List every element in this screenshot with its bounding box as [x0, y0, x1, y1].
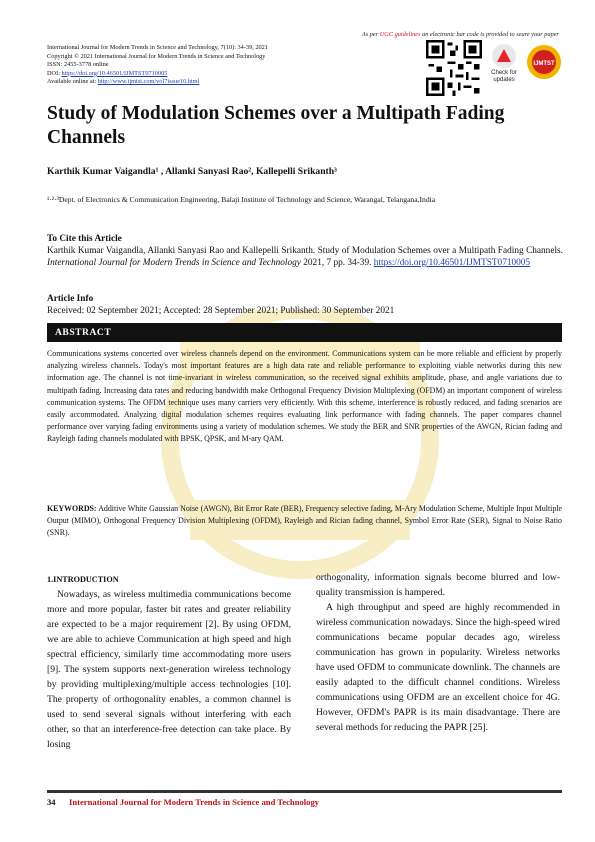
check-for-updates-button[interactable]: Check for updates: [486, 44, 522, 83]
abstract-heading-bar: ABSTRACT: [47, 323, 562, 342]
paper-title: Study of Modulation Schemes over a Multipath Fading Channels: [47, 103, 505, 148]
doi-link[interactable]: https://doi.org/10.46501/IJMTST0710005: [61, 69, 168, 77]
svg-text:IJMTST: IJMTST: [533, 61, 555, 67]
footer-rule: [47, 790, 562, 793]
footer-journal-name: International Journal for Modern Trends in Science and Technology: [69, 797, 320, 807]
article-dates: Received: 02 September 2021; Accepted: 28 September 2021; Published: 30 September 2021: [47, 306, 395, 316]
journal-badge-logo: [526, 44, 562, 80]
available-online-link[interactable]: http://www.ijmtst.com/vol7issue10.html: [97, 78, 200, 86]
journal-info: International Journal for Modern Trends in Science and Technology, 7(10): 34-39, 2021 Copyright © 2021 International Journal for Modern Trends in Science and Technology ISSN: 2455-3778 online DOI: https://doi.org/10.46501/IJMTST0710005 Available online at: http://www.ijmtst.com/vol7issue10.html: [47, 44, 268, 86]
column-right: [316, 570, 560, 735]
intro-paragraph-1: Nowadays, as wireless multimedia communications become more and more popular, faster bit rates and greater reliability are expected to be a major requirement [2]. By using OFDM, we are able to achieve Communication at high speed and high spectral efficiency, similarly time accommodating more users [9]. The system supports next-generation wireless technology by providing multiplexing/multiple access technologies [10]. The property of orthogonality enables, a common channel is used to send several signals without interfering with each other, so that an interference-free detection can take place. By losing: [47, 589, 291, 750]
check-updates-icon: [492, 44, 516, 68]
ugc-guidelines-link[interactable]: UGC guidelines: [379, 31, 421, 38]
page-number: 34: [47, 797, 56, 807]
citation-block: To Cite this Article Karthik Kumar Vaigandla, Allanki Sanyasi Rao and Kallepelli Srikanth. Study of Modulation Schemes over a Multipath Fading Channels. International Journal for Modern Trends in Science and Technology 2021, 7 pp. 34-39. https://doi.org/10.46501/IJMTST0710005: [47, 234, 563, 268]
article-info-heading: Article Info: [47, 294, 94, 304]
top-note: As per UGC guidelines an electronic bar code is provided to seure your paper: [361, 31, 559, 38]
citation-doi-link[interactable]: https://doi.org/10.46501/IJMTST0710005: [373, 258, 531, 268]
keywords: KEYWORDS: Additive White Gaussian Noise (AWGN), Bit Error Rate (BER), Frequency selective fading, M-Ary Modulation Scheme, Multiple Input Multiple Output (MIMO), Orthogonal Frequency Division Multiplexing (OFDM), Rayleigh and Rician fading channel, Symbol Error Rate (SER), Signal to Noise Ratio (SNR).: [47, 504, 562, 538]
intro-paragraph-2: A high throughput and speed are highly recommended in wireless communication nowadays. Since the high-speed wired communications became popular decades ago, wireless communication has grown in popularity. Wireless networks have used OFDM to communicate downlink. The channels are easily adapted to the difficult channel conditions. Wireless communications using OFDM are an excellent choice for 4G. However, OFDM's PAPR is its main disadvantage. There are several methods for reducing the PAPR [25].: [316, 602, 560, 733]
column-left: [47, 572, 291, 752]
authors: Karthik Kumar Vaigandla¹ , Allanki Sanyasi Rao², Kallepelli Srikanth³: [47, 166, 337, 177]
intro-heading: 1.INTRODUCTION: [47, 575, 119, 584]
qr-code-icon[interactable]: [426, 40, 482, 96]
affiliation: ¹·²·³Dept. of Electronics & Communication Engineering, Balaji Institute of Technology and Science, Warangal, Telangana,India: [47, 195, 436, 204]
abstract-text: Communications systems concerted over wireless channels depend on the environment. Communications system can be more reliable and efficient by properly analyzing wireless channels. Today's most important features are a high data rate and reliable performance to exploiting viable networks during this new information age. The channel is not time-invariant in wireless communication, so the received signal exhibits amplitude, phase, and angle variations due to multipath fading. Increasing data rates and reducing bandwidth make Orthogonal Frequency Division Multiplexing (OFDM) an important component of wireless communication systems. The OFDM technique uses many carriers very efficiently. With this scheme, interference is robustly reduced, and fading scenarios are easily accommodated. Analyzing digital modulation schemes requires evaluating link performance with fading channels. The paper compares channel performance over varying fading environments using a variety of modulation schemes. We study the BER and SNR properties of the AWGN, Rician fading and Rayleigh fading channels modulated with BPSK, QPSK, and M-ary QAM.: [47, 349, 562, 444]
intro-paragraph-1-cont: orthogonality, information signals become blurred and low-quality transmission is hampered.: [316, 572, 560, 598]
cite-heading: To Cite this Article: [47, 234, 122, 244]
article-info: [47, 293, 394, 317]
